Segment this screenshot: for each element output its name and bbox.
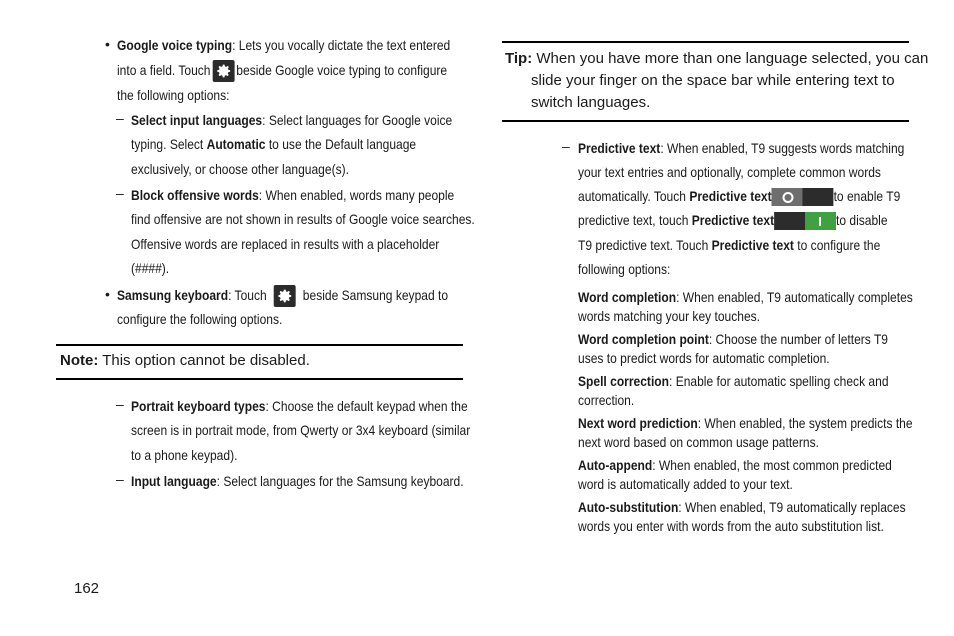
predictive-text-label: Predictive text — [689, 188, 772, 204]
tip-bottom-rule — [502, 120, 909, 122]
predictive-text-line4 — [578, 208, 888, 233]
option-title: Spell correction — [578, 373, 669, 389]
option-title: Word completion point — [578, 331, 709, 347]
text: : Select languages for the Samsung keyboard. — [216, 473, 464, 489]
predictive-text-label: Predictive text — [711, 237, 794, 253]
text: When you have more than one language selected, you can — [532, 50, 929, 67]
tip-line3: switch languages. — [531, 94, 651, 111]
text: T9 predictive text. Touch — [578, 237, 712, 253]
option-word-completion-line2: words matching your key touches. — [578, 308, 761, 324]
option-auto-substitution — [578, 497, 906, 517]
option-auto-substitution-line2: words you enter with words from the auto substitution list. — [578, 518, 884, 534]
gear-icon[interactable] — [274, 285, 296, 307]
text: : When enabled, words many people — [258, 187, 455, 203]
block-offensive-words-line3 — [131, 232, 439, 257]
option-spell-correction — [578, 371, 889, 391]
text: the following options: — [117, 87, 230, 103]
text: typing. Select — [131, 136, 207, 152]
tip-label: Tip: — [505, 50, 533, 67]
select-input-languages-line3 — [131, 157, 349, 182]
text: : When enabled, T9 automatically completes — [676, 289, 913, 305]
option-title: Word completion — [578, 289, 677, 305]
text: beside Samsung keypad to — [302, 287, 449, 303]
predictive-text-label: Predictive text — [691, 212, 775, 228]
option-word-completion-point — [578, 329, 888, 349]
predictive-text-line1 — [578, 136, 904, 161]
note-text: This option cannot be disabled. — [98, 352, 310, 369]
google-voice-typing-title: Google voice typing — [117, 37, 233, 53]
text: : Choose the number of letters T9 — [708, 331, 889, 347]
text: : Select languages for Google voice — [262, 112, 453, 128]
option-next-word-prediction — [578, 413, 913, 433]
predictive-text-title: Predictive text — [578, 140, 661, 156]
gear-icon[interactable] — [212, 60, 234, 82]
dash: – — [116, 396, 124, 412]
text: automatically. Touch — [578, 188, 690, 204]
tip-line2: slide your finger on the space bar while entering text to — [531, 72, 895, 89]
text: : Touch — [228, 287, 267, 303]
note-bottom-rule — [56, 378, 463, 380]
text: Offensive words are replaced in results with a placeholder — [131, 236, 440, 252]
text: to configure the — [793, 237, 881, 253]
text: : Lets you vocally dictate the text entered — [232, 37, 451, 53]
text: your text entries and optionally, complete common words — [578, 164, 881, 180]
option-spell-correction-line2: correction. — [578, 392, 635, 408]
text: : Enable for automatic spelling check and — [668, 373, 889, 389]
portrait-keyboard-types-line1 — [131, 394, 468, 419]
bullet: • — [105, 36, 110, 52]
predictive-text-line3 — [578, 184, 900, 209]
text: to a phone keypad). — [131, 447, 238, 463]
note-label: Note: — [60, 352, 99, 369]
text: to disable — [836, 212, 888, 228]
dash: – — [116, 110, 124, 126]
input-language-line1 — [131, 469, 464, 494]
text: to use the Default language — [265, 136, 417, 152]
option-auto-append-line2: word is automatically added to your text. — [578, 476, 793, 492]
samsung-keyboard-title: Samsung keyboard — [117, 287, 229, 303]
toggle-knob — [805, 212, 836, 230]
note-top-rule — [56, 344, 463, 346]
text: find offensive are not shown in results of Google voice searches. — [131, 211, 475, 227]
select-input-languages-title: Select input languages — [131, 112, 263, 128]
toggle-off-icon[interactable] — [772, 188, 834, 206]
block-offensive-words-line1 — [131, 183, 454, 208]
text: : Choose the default keypad when the — [265, 398, 468, 414]
predictive-text-line6 — [578, 257, 670, 282]
option-auto-append — [578, 455, 892, 475]
text: following options: — [578, 261, 671, 277]
page-number: 162 — [74, 580, 100, 597]
select-input-languages-line2 — [131, 132, 416, 157]
option-title: Auto-substitution — [578, 499, 679, 515]
block-offensive-words-title: Block offensive words — [131, 187, 259, 203]
portrait-keyboard-types-line2 — [131, 418, 470, 443]
option-title: Auto-append — [578, 457, 653, 473]
predictive-text-line5 — [578, 233, 880, 258]
predictive-text-line2 — [578, 160, 881, 185]
text: to enable T9 — [833, 188, 901, 204]
portrait-keyboard-types-line3 — [131, 443, 237, 468]
block-offensive-words-line4 — [131, 256, 169, 281]
text: beside Google voice typing to configure — [236, 62, 448, 78]
text: screen is in portrait mode, from Qwerty or 3x4 keyboard (similar — [131, 422, 471, 438]
dash: – — [116, 471, 124, 487]
option-next-word-prediction-line2: next word based on common usage patterns. — [578, 434, 819, 450]
text: into a field. Touch — [117, 62, 211, 78]
text: : When enabled, T9 automatically replaces — [678, 499, 906, 515]
text: configure the following options. — [117, 311, 283, 327]
toggle-on-icon[interactable] — [774, 212, 836, 230]
option-title: Next word prediction — [578, 415, 698, 431]
google-voice-typing-line1 — [117, 33, 450, 58]
samsung-keyboard-line2 — [117, 307, 282, 332]
dash: – — [562, 138, 570, 154]
text: predictive text, touch — [578, 212, 692, 228]
toggle-knob — [772, 188, 803, 206]
text: : When enabled, T9 suggests words matching — [660, 140, 905, 156]
text: exclusively, or choose other language(s). — [131, 161, 349, 177]
option-word-completion-point-line2: uses to predict words for automatic completion. — [578, 350, 830, 366]
google-voice-typing-line3 — [117, 83, 229, 108]
samsung-keyboard-line1 — [117, 283, 448, 308]
bullet: • — [105, 286, 110, 302]
portrait-keyboard-types-title: Portrait keyboard types — [131, 398, 266, 414]
google-voice-typing-line2 — [117, 58, 447, 83]
select-input-languages-line1 — [131, 108, 452, 133]
block-offensive-words-line2 — [131, 207, 475, 232]
text: (####). — [131, 260, 170, 276]
automatic-label: Automatic — [206, 136, 266, 152]
input-language-title: Input language — [131, 473, 217, 489]
text: : When enabled, the most common predicted — [652, 457, 892, 473]
tip-line1 — [505, 48, 928, 70]
note — [60, 350, 310, 372]
dash: – — [116, 185, 124, 201]
option-word-completion — [578, 287, 913, 307]
tip-top-rule — [502, 41, 909, 43]
text: : When enabled, the system predicts the — [697, 415, 913, 431]
